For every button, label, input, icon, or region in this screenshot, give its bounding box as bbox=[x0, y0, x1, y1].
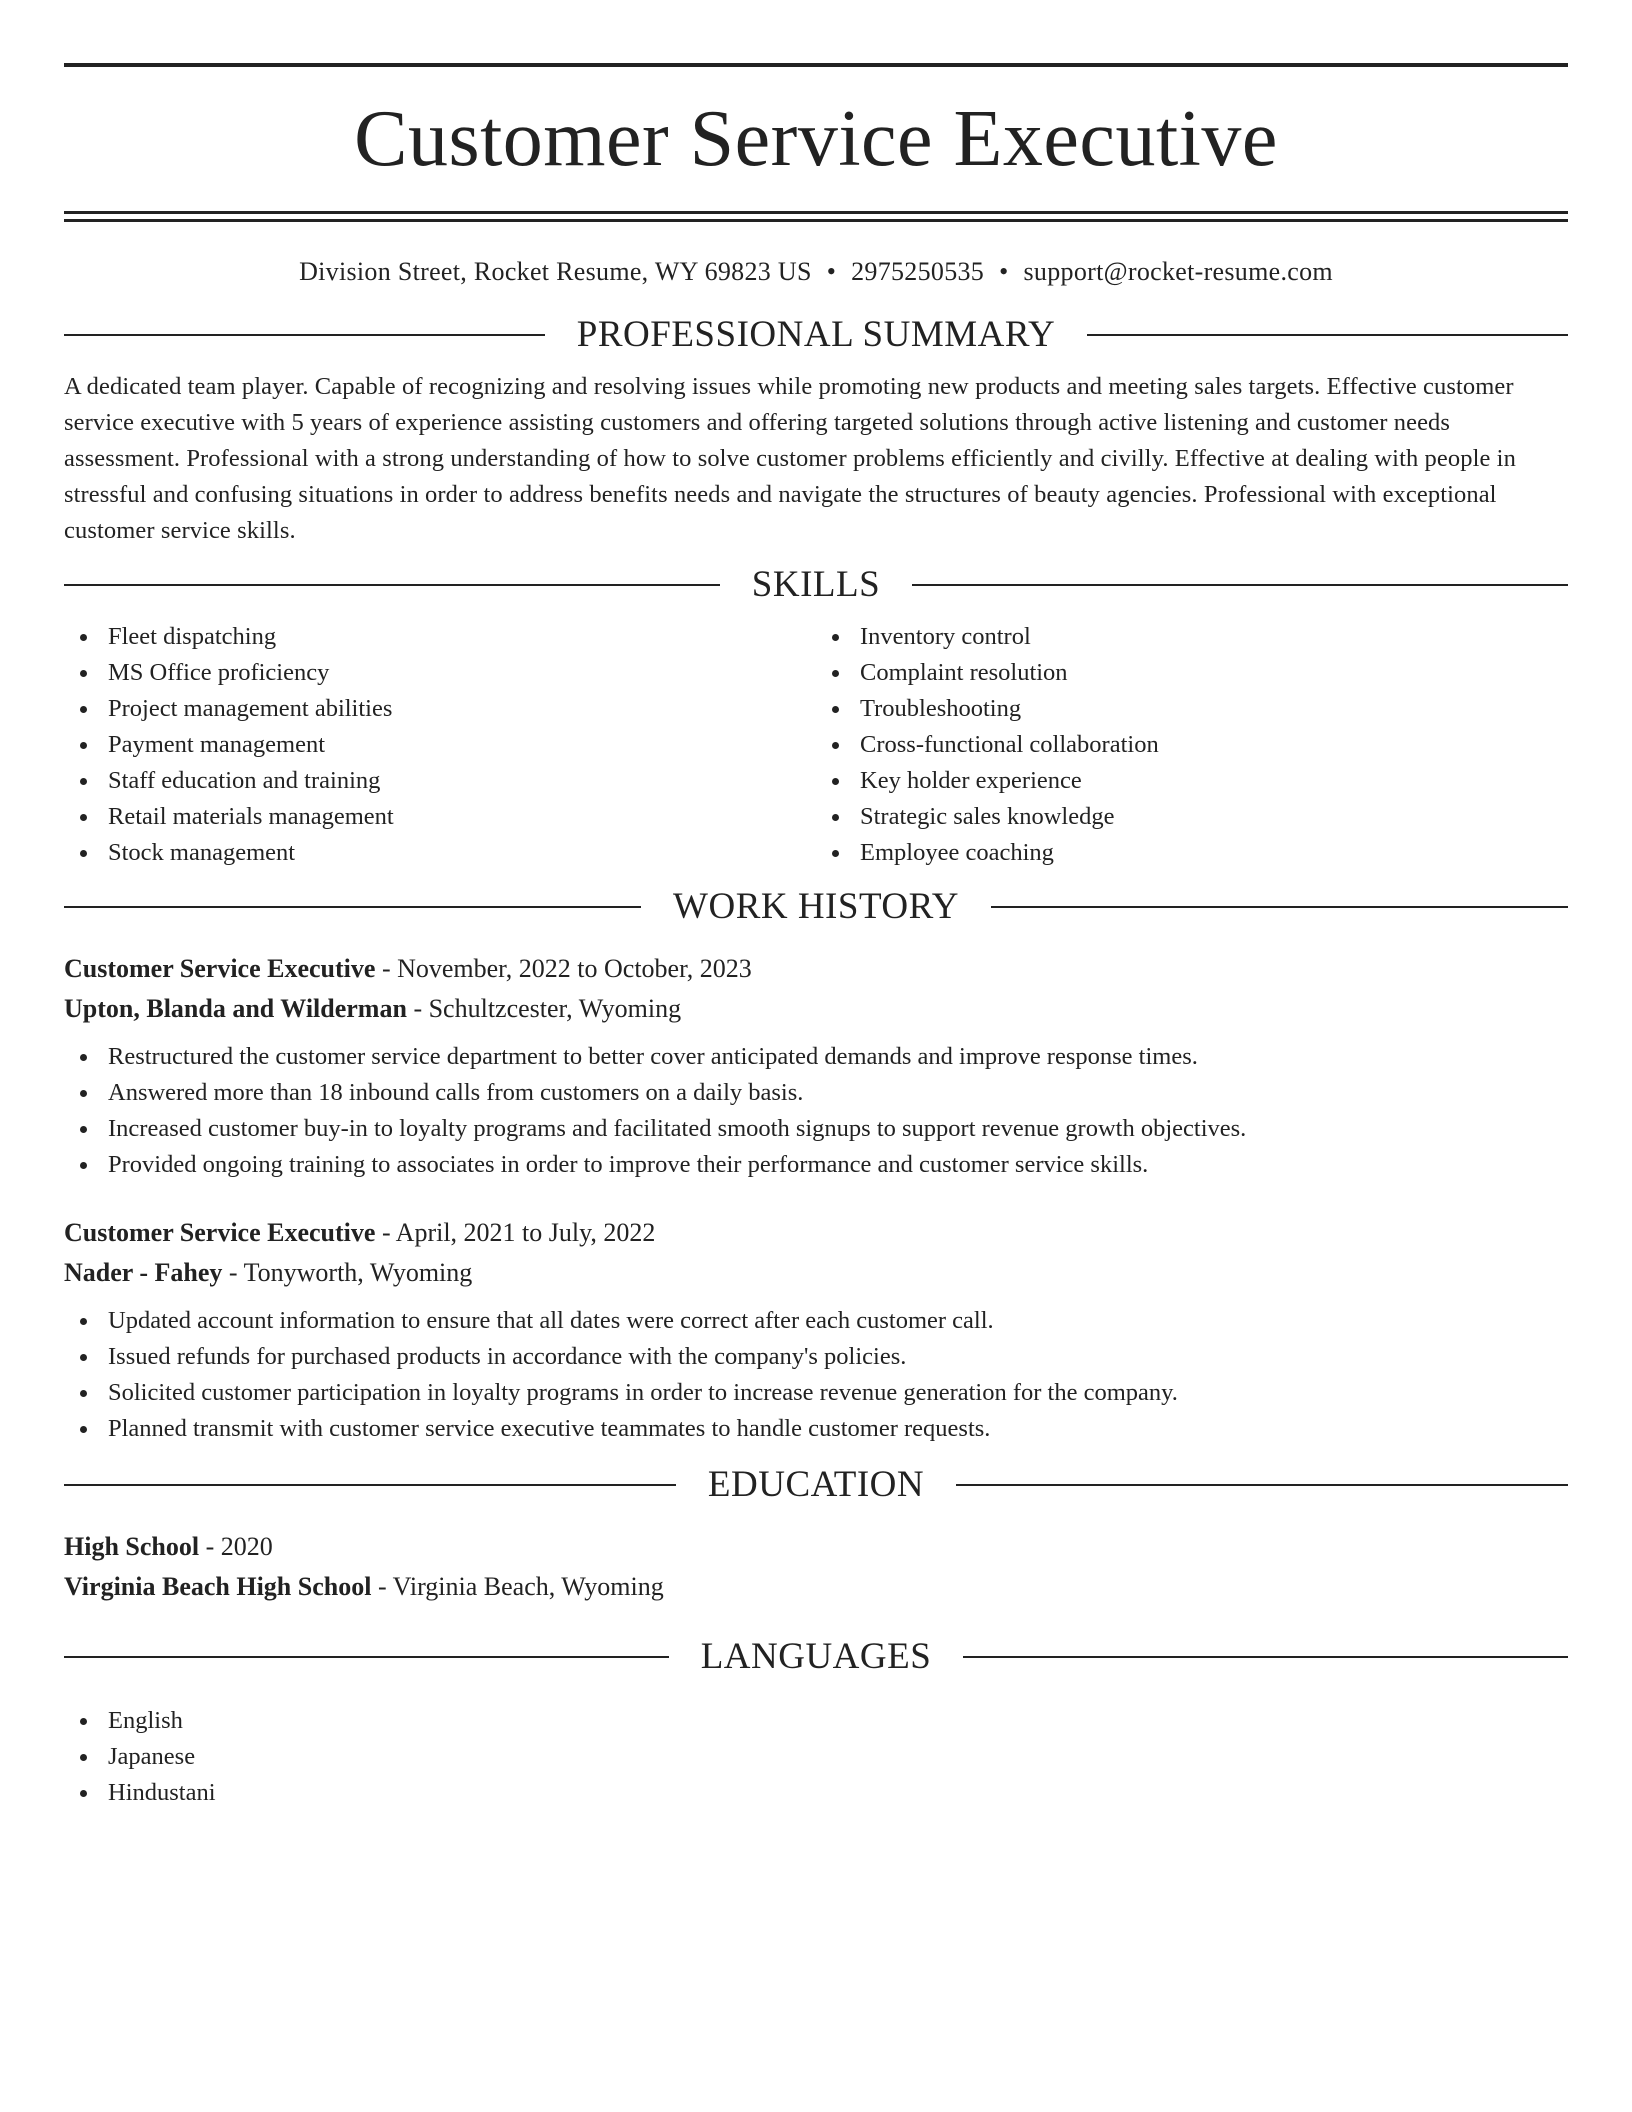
job-role: Customer Service Executive bbox=[64, 954, 376, 983]
section-rule bbox=[64, 906, 641, 908]
skills-list-left bbox=[64, 619, 816, 871]
section-title-work: WORK HISTORY bbox=[673, 886, 959, 927]
job-bullet-list bbox=[64, 1303, 1568, 1447]
education-school-line bbox=[64, 1567, 1568, 1607]
job-bullet: Answered more than 18 inbound calls from customers on a daily basis. bbox=[64, 1075, 1568, 1111]
section-title-languages: LANGUAGES bbox=[700, 1636, 932, 1677]
contact-email[interactable]: support@rocket-resume.com bbox=[1023, 257, 1333, 286]
section-rule bbox=[912, 584, 1568, 586]
job-company: Nader - Fahey bbox=[64, 1258, 223, 1287]
section-header-work bbox=[64, 887, 1568, 927]
header-double-rule bbox=[64, 211, 1568, 222]
section-header-skills bbox=[64, 565, 1568, 605]
section-rule bbox=[991, 906, 1568, 908]
skill-item: Payment management bbox=[64, 727, 816, 763]
skill-item: MS Office proficiency bbox=[64, 655, 816, 691]
education-degree-line bbox=[64, 1527, 1568, 1567]
skill-item: Troubleshooting bbox=[816, 691, 1568, 727]
job-bullet-list bbox=[64, 1039, 1568, 1183]
resume-name: Customer Service Executive bbox=[354, 95, 1278, 183]
header-top-rule bbox=[64, 63, 1568, 67]
section-rule bbox=[956, 1484, 1568, 1486]
job-company-line bbox=[64, 1253, 1568, 1293]
skill-item: Cross-functional collaboration bbox=[816, 727, 1568, 763]
language-item: English bbox=[64, 1703, 1568, 1739]
job-company: Upton, Blanda and Wilderman bbox=[64, 994, 407, 1023]
language-item: Japanese bbox=[64, 1739, 1568, 1775]
skill-item: Retail materials management bbox=[64, 799, 816, 835]
education-degree: High School bbox=[64, 1532, 200, 1561]
skill-item: Fleet dispatching bbox=[64, 619, 816, 655]
education-location: - Virginia Beach, Wyoming bbox=[371, 1572, 664, 1601]
summary-text: A dedicated team player. Capable of recognizing and resolving issues while promoting new products and meeting sales targets. Effective customer service executive with 5 years of experience assisting customers and offering targeted solutions through active listening and customer needs assessment. Professional with a strong understanding of how to solve customer problems efficiently and civilly. Effective at dealing with people in stressful and confusing situations in order to address benefits needs and navigate the structures of beauty agencies. Professional with exceptional customer service skills. bbox=[64, 373, 1516, 544]
job-company-line bbox=[64, 989, 1568, 1029]
section-rule bbox=[963, 1656, 1568, 1658]
section-header-summary bbox=[64, 315, 1568, 355]
job-dates: - November, 2022 to October, 2023 bbox=[375, 954, 752, 983]
job-location: - Schultzcester, Wyoming bbox=[406, 994, 682, 1023]
job-entry bbox=[64, 1213, 1568, 1447]
section-header-education bbox=[64, 1465, 1568, 1505]
contact-line bbox=[64, 257, 1568, 287]
section-title-skills: SKILLS bbox=[751, 564, 881, 605]
job-bullet: Planned transmit with customer service executive teammates to handle customer requests. bbox=[64, 1411, 1568, 1447]
skill-item: Staff education and training bbox=[64, 763, 816, 799]
section-title-summary: PROFESSIONAL SUMMARY bbox=[576, 314, 1056, 355]
job-entry bbox=[64, 949, 1568, 1183]
job-bullet: Increased customer buy-in to loyalty programs and facilitated smooth signups to support revenue growth objectives. bbox=[64, 1111, 1568, 1147]
skill-item: Strategic sales knowledge bbox=[816, 799, 1568, 835]
skill-item: Complaint resolution bbox=[816, 655, 1568, 691]
skill-item: Key holder experience bbox=[816, 763, 1568, 799]
section-header-languages bbox=[64, 1637, 1568, 1677]
languages-list bbox=[64, 1703, 1568, 1811]
job-dates: - April, 2021 to July, 2022 bbox=[375, 1218, 656, 1247]
skills-list-right bbox=[816, 619, 1568, 871]
section-rule bbox=[64, 1484, 676, 1486]
section-rule bbox=[1087, 334, 1568, 336]
skill-item: Project management abilities bbox=[64, 691, 816, 727]
job-title-line bbox=[64, 949, 1568, 989]
contact-separator: • bbox=[826, 257, 837, 286]
job-bullet: Issued refunds for purchased products in accordance with the company's policies. bbox=[64, 1339, 1568, 1375]
skill-item: Employee coaching bbox=[816, 835, 1568, 871]
job-bullet: Restructured the customer service department to better cover anticipated demands and improve response times. bbox=[64, 1039, 1568, 1075]
skill-item: Inventory control bbox=[816, 619, 1568, 655]
job-bullet: Provided ongoing training to associates in order to improve their performance and customer service skills. bbox=[64, 1147, 1568, 1183]
job-role: Customer Service Executive bbox=[64, 1218, 376, 1247]
education-entry bbox=[64, 1527, 1568, 1607]
language-item: Hindustani bbox=[64, 1775, 1568, 1811]
section-rule bbox=[64, 584, 720, 586]
job-bullet: Updated account information to ensure that all dates were correct after each customer call. bbox=[64, 1303, 1568, 1339]
contact-phone[interactable]: 2975250535 bbox=[851, 257, 985, 286]
job-bullet: Solicited customer participation in loyalty programs in order to increase revenue generation for the company. bbox=[64, 1375, 1568, 1411]
section-rule bbox=[64, 1656, 669, 1658]
contact-separator: • bbox=[999, 257, 1009, 286]
contact-address: Division Street, Rocket Resume, WY 69823 US bbox=[299, 257, 812, 286]
skill-item: Stock management bbox=[64, 835, 816, 871]
job-location: - Tonyworth, Wyoming bbox=[222, 1258, 473, 1287]
section-title-education: EDUCATION bbox=[707, 1464, 925, 1505]
education-school: Virginia Beach High School bbox=[64, 1572, 372, 1601]
job-title-line bbox=[64, 1213, 1568, 1253]
section-rule bbox=[64, 334, 545, 336]
education-year: - 2020 bbox=[199, 1532, 273, 1561]
skills-columns bbox=[64, 619, 1568, 871]
